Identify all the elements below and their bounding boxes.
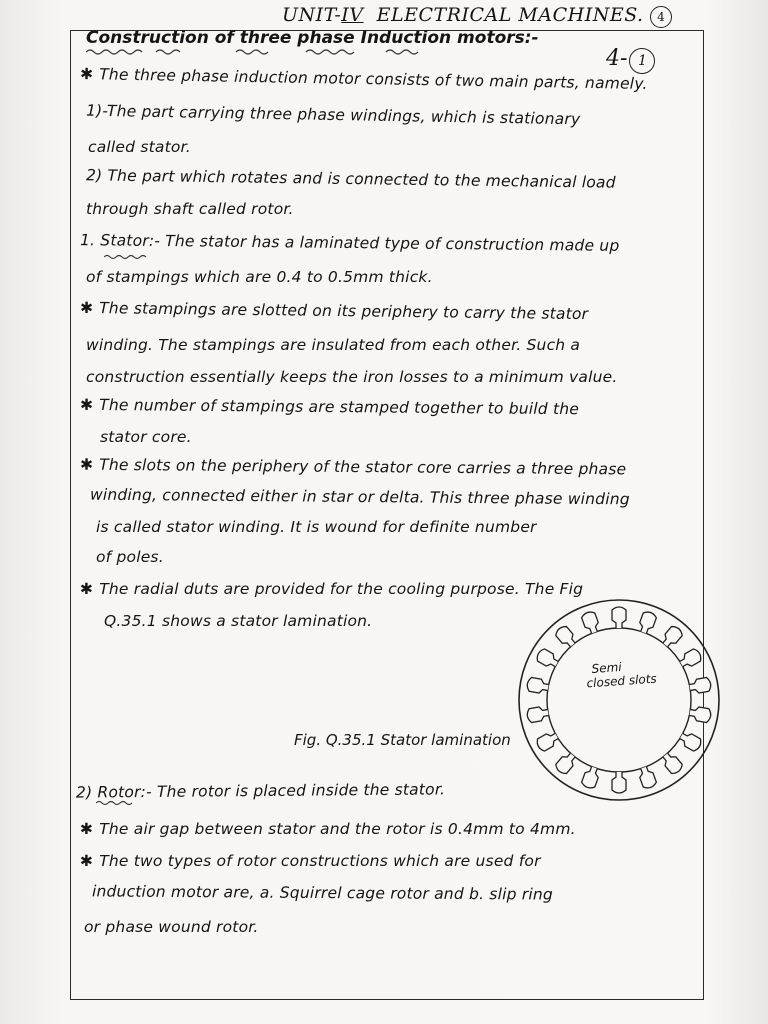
slot xyxy=(678,647,703,670)
stator-underline xyxy=(104,254,150,260)
text-line: or phase wound rotor. xyxy=(84,918,259,936)
text-line: ✱ The number of stampings are stamped together to build the xyxy=(79,395,580,419)
slot xyxy=(660,751,684,776)
slot xyxy=(689,677,712,694)
page-number: 4 xyxy=(650,6,672,28)
text-line: ✱ The three phase induction motor consists of two main parts, namely. xyxy=(79,65,648,93)
text-line: winding. The stampings are insulated from each other. Such a xyxy=(86,336,581,354)
subject-title: ELECTRICAL MACHINES. xyxy=(376,4,644,26)
text-line: winding, connected either in star or delta. This three phase winding xyxy=(89,485,630,509)
slot xyxy=(554,624,578,649)
bullet-star-icon: ✱ xyxy=(80,852,94,870)
slot xyxy=(612,607,626,628)
text-line: stator core. xyxy=(100,428,192,446)
slot xyxy=(535,647,560,670)
slot xyxy=(526,706,549,723)
text-line: Q.35.1 shows a stator lamination. xyxy=(104,612,373,630)
slot xyxy=(678,730,703,753)
text-line: ✱ The two types of rotor constructions which are used for xyxy=(80,852,541,870)
slot xyxy=(689,706,712,723)
slots xyxy=(526,607,712,793)
slot xyxy=(535,730,560,753)
bullet-star-icon: ✱ xyxy=(79,395,94,414)
page-header xyxy=(282,4,644,26)
slot xyxy=(526,677,549,694)
bullet-star-icon: ✱ xyxy=(80,580,94,598)
text-line: ✱ The slots on the periphery of the stator core carries a three phase xyxy=(79,455,627,479)
text-line: called stator. xyxy=(88,138,191,156)
text-line: is called stator winding. It is wound for definite number xyxy=(96,518,537,536)
bullet-star-icon: ✱ xyxy=(80,820,94,838)
text-line: ✱ The air gap between stator and the rotor is 0.4mm to 4mm. xyxy=(80,820,576,838)
slot xyxy=(660,624,684,649)
text-line: 2) Rotor:- The rotor is placed inside the stator. xyxy=(75,780,446,802)
outer-circle xyxy=(519,600,719,800)
text-line: of poles. xyxy=(96,548,164,566)
section-title: Construction of three phase Induction motors:- xyxy=(86,28,539,48)
text-line: ✱ The radial duts are provided for the cooling purpose. The Fig xyxy=(80,580,584,598)
unit-number: IV xyxy=(341,4,364,26)
text-line: induction motor are, a. Squirrel cage rotor and b. slip ring xyxy=(91,882,553,904)
slot xyxy=(612,772,626,793)
text-line: 2) The part which rotates and is connected to the mechanical load xyxy=(85,166,616,192)
text-line: through shaft called rotor. xyxy=(86,200,294,218)
bullet-star-icon: ✱ xyxy=(79,65,94,84)
text-line: 1. Stator:- The stator has a laminated type of construction made up xyxy=(79,231,620,255)
inner-bore xyxy=(547,628,691,772)
text-line: of stampings which are 0.4 to 0.5mm thick. xyxy=(86,268,433,286)
title-underline xyxy=(86,48,436,56)
slot xyxy=(554,751,578,776)
text-line: ✱ The stampings are slotted on its periphery to carry the stator xyxy=(79,298,589,324)
rotor-underline xyxy=(96,800,136,806)
text-line: 1)-The part carrying three phase windings, which is stationary xyxy=(85,101,581,129)
bullet-star-icon: ✱ xyxy=(79,455,94,474)
bullet-star-icon: ✱ xyxy=(79,298,94,318)
figure-caption: Fig. Q.35.1 Stator lamination xyxy=(294,731,511,749)
unit-label: UNIT- xyxy=(282,4,342,26)
page-reference: 4- 1 xyxy=(606,46,655,74)
text-line: construction essentially keeps the iron losses to a minimum value. xyxy=(86,368,618,386)
semi-closed-slots-label: Semi closed slots xyxy=(586,659,658,691)
stator-lamination-diagram xyxy=(516,597,722,803)
